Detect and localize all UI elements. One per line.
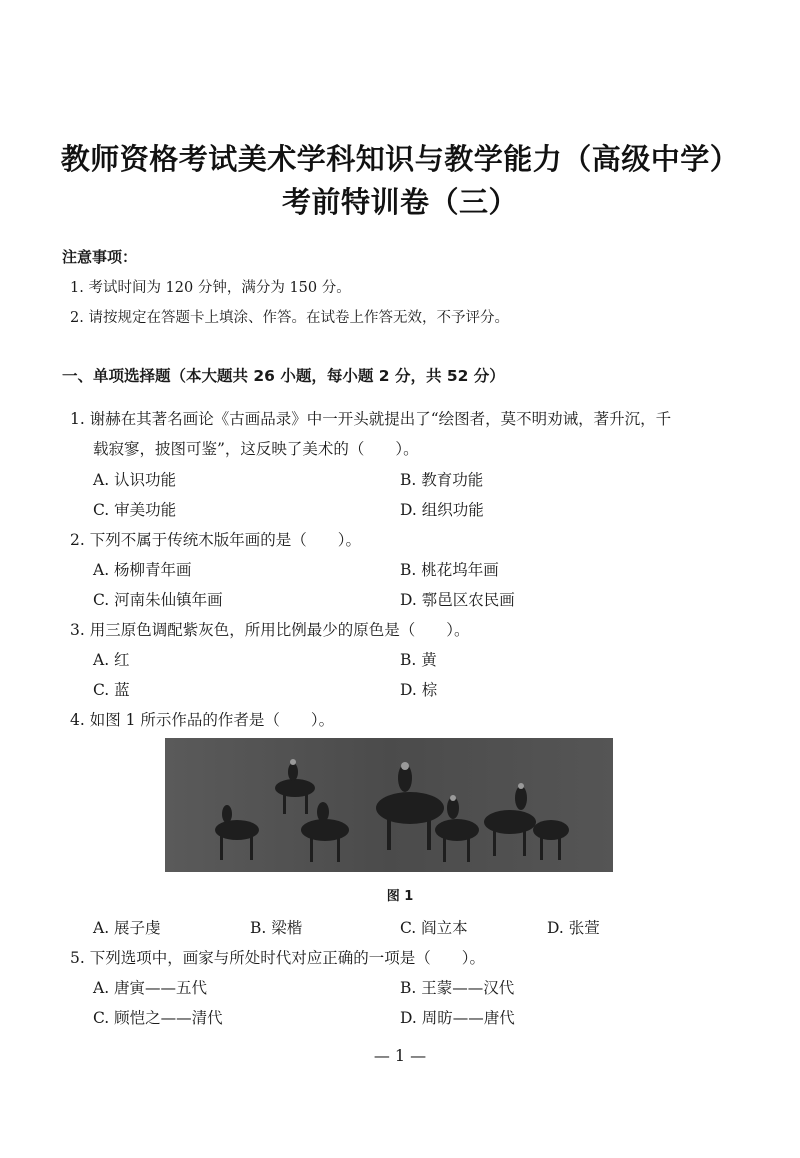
section-heading: 一、单项选择题（本大题共 26 小题，每小题 2 分，共 52 分）	[62, 367, 505, 385]
figure-1-caption: 图 1	[386, 889, 414, 904]
question-5-option-a: A. 唐寅——五代	[93, 979, 208, 997]
question-4-option-a: A. 展子虔	[93, 919, 161, 937]
question-2-option-a: A. 杨柳青年画	[93, 561, 192, 579]
question-1-option-c: C. 审美功能	[93, 501, 177, 519]
question-5-option-d: D. 周昉——唐代	[400, 1009, 515, 1027]
question-4-option-c: C. 阎立本	[400, 919, 468, 937]
painting-illustration	[165, 738, 613, 872]
question-2-option-d: D. 鄠邑区农民画	[400, 591, 515, 609]
exam-title: 教师资格考试美术学科知识与教学能力（高级中学）	[60, 142, 740, 176]
question-1-stem-cont: 载寂寥，披图可鉴”，这反映了美术的（ ）。	[93, 440, 419, 458]
exam-subtitle: 考前特训卷（三）	[281, 185, 518, 219]
question-1-stem: 1. 谢赫在其著名画论《古画品录》中一开头就提出了“绘图者，莫不明劝诫，著升沉，千	[70, 410, 672, 428]
question-5-option-b: B. 王蒙——汉代	[400, 979, 515, 997]
question-3-option-a: A. 红	[93, 651, 130, 669]
question-2-option-c: C. 河南朱仙镇年画	[93, 591, 223, 609]
question-1-option-d: D. 组织功能	[400, 501, 484, 519]
question-4-option-d: D. 张萱	[547, 919, 600, 937]
question-3-option-b: B. 黄	[400, 651, 437, 669]
figure-1-painting	[165, 738, 613, 872]
question-5-stem: 5. 下列选项中，画家与所处时代对应正确的一项是（ ）。	[70, 949, 485, 967]
notice-item: 1. 考试时间为 120 分钟，满分为 150 分。	[70, 280, 351, 296]
question-3-stem: 3. 用三原色调配紫灰色，所用比例最少的原色是（ ）。	[70, 621, 470, 639]
question-1-option-a: A. 认识功能	[93, 471, 177, 489]
question-1-option-b: B. 教育功能	[400, 471, 484, 489]
question-5-option-c: C. 顾恺之——清代	[93, 1009, 223, 1027]
question-3-option-c: C. 蓝	[93, 681, 130, 699]
question-2-option-b: B. 桃花坞年画	[400, 561, 499, 579]
question-4-option-b: B. 梁楷	[250, 919, 303, 937]
question-2-stem: 2. 下列不属于传统木版年画的是（ ）。	[70, 531, 361, 549]
question-4-stem: 4. 如图 1 所示作品的作者是（ ）。	[70, 711, 335, 729]
notice-item: 2. 请按规定在答题卡上填涂、作答。在试卷上作答无效，不予评分。	[70, 310, 509, 326]
question-3-option-d: D. 棕	[400, 681, 438, 699]
notice-heading: 注意事项：	[62, 248, 138, 266]
page-number: — 1 —	[373, 1046, 427, 1065]
